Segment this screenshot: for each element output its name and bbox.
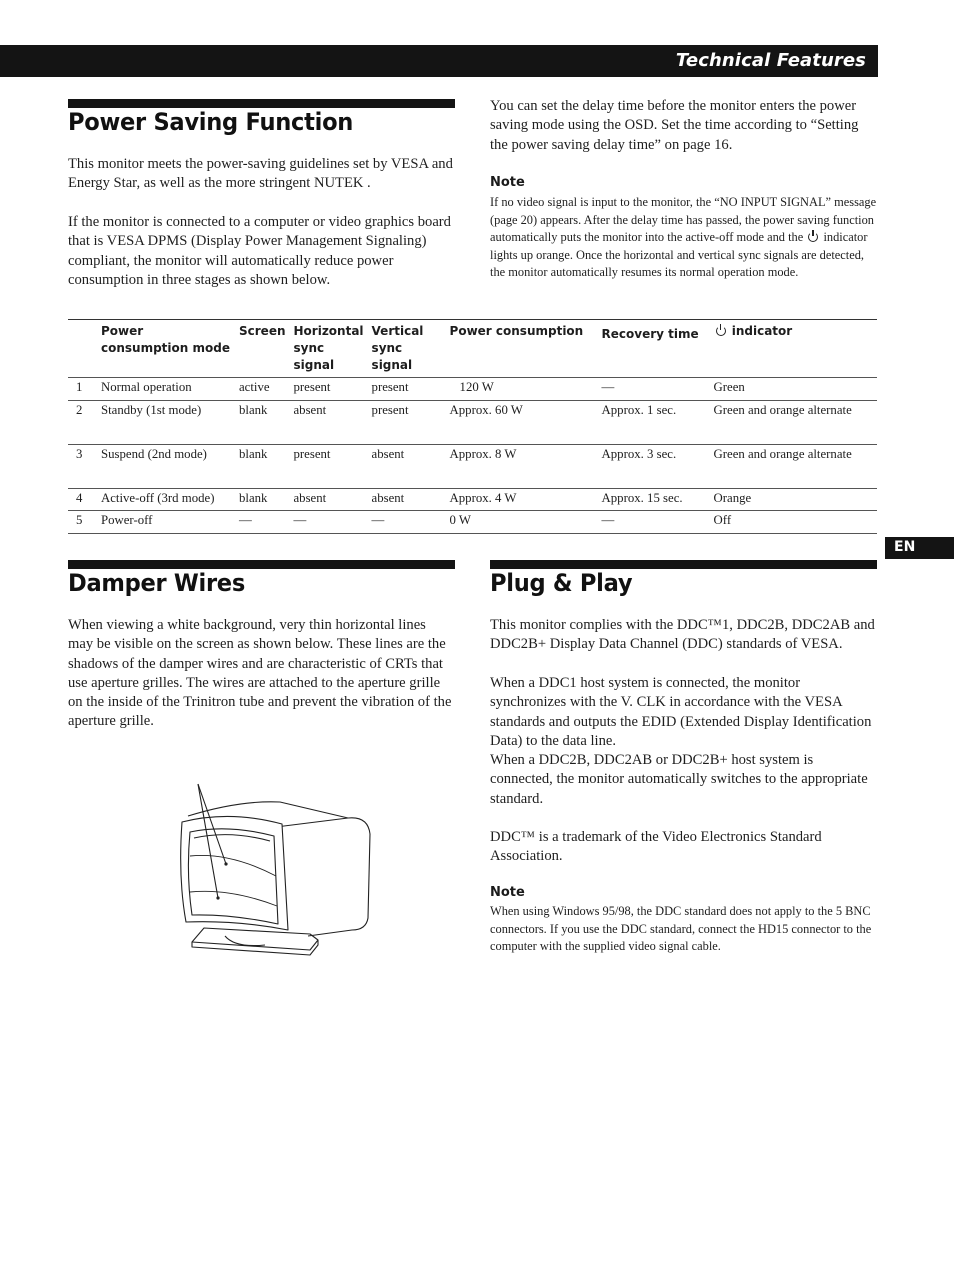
row-h-sync: present [290,378,368,401]
header-recovery: Recovery time [598,320,710,378]
row-recovery: Approx. 3 sec. [598,444,710,488]
row-h-sync: present [290,444,368,488]
row-power: Approx. 4 W [446,488,598,511]
row-indicator: Green and orange alternate [710,400,877,444]
section-title-damper-wires: Damper Wires [68,569,245,597]
plug-play-paragraph-2: When a DDC1 host system is connected, the monitor synchronizes with the V. CLK in accordance with the VESA standards and outputs the EDID (Extended Display Identification Data) to the data line. [490,675,872,749]
row-num: 4 [68,488,97,511]
power-icon [808,232,818,242]
row-mode: Standby (1st mode) [97,400,235,444]
language-tab [885,537,954,559]
row-power: 0 W [446,511,598,534]
row-num: 3 [68,444,97,488]
delay-time-paragraph: You can set the delay time before the monitor enters the power saving mode using the OSD. Set the time according to “Setting the power saving delay time” on page 16. [490,98,859,153]
table-row [68,400,877,444]
row-screen: blank [235,488,290,511]
row-num: 1 [68,378,97,401]
header-h-sync: Horizontal sync signal [290,320,368,378]
note-text-power-saving [490,194,880,282]
row-indicator: Green [710,378,877,401]
row-mode: Active-off (3rd mode) [97,488,235,511]
row-power: 120 W [446,378,598,401]
row-mode: Power-off [97,511,235,534]
row-recovery: — [598,511,710,534]
monitor-damper-wires-illustration [170,778,380,968]
row-indicator: Green and orange alternate [710,444,877,488]
section-rule-damper-wires [68,560,455,569]
row-recovery: Approx. 1 sec. [598,400,710,444]
section-title-power-saving: Power Saving Function [68,108,354,136]
section-rule-plug-play [490,560,877,569]
row-recovery: — [598,378,710,401]
row-indicator: Off [710,511,877,534]
header-title: Technical Features [675,50,866,71]
row-power: Approx. 60 W [446,400,598,444]
row-h-sync: — [290,511,368,534]
plug-play-paragraph-1: This monitor complies with the DDC™1, DDC2B, DDC2AB and DDC2B+ Display Data Channel (DDC) standards of VESA. [490,617,875,653]
power-icon [716,326,726,336]
note-text-plug-play: When using Windows 95/98, the DDC standard does not apply to the 5 BNC connectors. If you use the DDC standard, connect the HD15 connector to the computer with the supplied video signal cable. [490,904,872,954]
plug-play-trademark: DDC™ is a trademark of the Video Electronics Standard Association. [490,829,822,865]
row-v-sync: absent [368,488,446,511]
row-v-sync: — [368,511,446,534]
section-title-plug-play: Plug & Play [490,569,633,597]
header-num [68,320,97,378]
header-power: Power consumption [446,320,598,378]
row-mode: Suspend (2nd mode) [97,444,235,488]
table-row [68,378,877,401]
damper-wires-paragraph: When viewing a white background, very thin horizontal lines may be visible on the screen as shown below. These lines are the shadows of the damper wires and are characteristic of CRTs that use aperture grilles. The wires are attached to the aperture grille on the inside of the Trinitron tube and prevent the vibration of the aperture grille. [68,617,452,730]
header-indicator-label: indicator [731,324,793,338]
plug-play-paragraph-3: When a DDC2B, DDC2AB or DDC2B+ host system is connected, the monitor automatically switches to the appropriate standard. [490,752,868,807]
note-label-power-saving: Note [490,175,525,190]
power-consumption-table [68,319,877,534]
header-mode: Power consumption mode [97,320,235,378]
row-screen: blank [235,444,290,488]
row-num: 2 [68,400,97,444]
power-saving-paragraph-2: If the monitor is connected to a computer or video graphics board that is VESA DPMS (Display Power Management Signaling) compliant, the monitor will automatically reduce power consumption in three stages as shown below. [68,214,451,288]
row-v-sync: present [368,378,446,401]
row-screen: — [235,511,290,534]
header-screen: Screen [235,320,290,378]
row-v-sync: absent [368,444,446,488]
table-row [68,444,877,488]
row-power: Approx. 8 W [446,444,598,488]
note-text-part-1: If no video signal is input to the monitor, the “NO INPUT SIGNAL” message (page 20) appears. After the delay time has passed, the power saving function automatically puts the monitor into the active-off mode and the [490,195,877,245]
section-rule-power-saving [68,99,455,108]
table-header-row [68,320,877,378]
table-row [68,511,877,534]
row-num: 5 [68,511,97,534]
header-bar [0,45,878,77]
table-row [68,488,877,511]
row-h-sync: absent [290,488,368,511]
note-text-part-2: indicator lights up orange. Once the horizontal and vertical sync signals are detected, the monitor automatically resumes its normal operation mode. [490,230,868,280]
header-indicator [710,320,877,378]
row-h-sync: absent [290,400,368,444]
row-screen: active [235,378,290,401]
note-label-plug-play: Note [490,885,525,900]
language-tab-label: EN [894,539,916,555]
row-mode: Normal operation [97,378,235,401]
header-v-sync: Vertical sync signal [368,320,446,378]
row-v-sync: present [368,400,446,444]
row-recovery: Approx. 15 sec. [598,488,710,511]
row-indicator: Orange [710,488,877,511]
row-screen: blank [235,400,290,444]
power-saving-paragraph-1: This monitor meets the power-saving guidelines set by VESA and Energy Star, as well as the more stringent NUTEK . [68,156,453,192]
